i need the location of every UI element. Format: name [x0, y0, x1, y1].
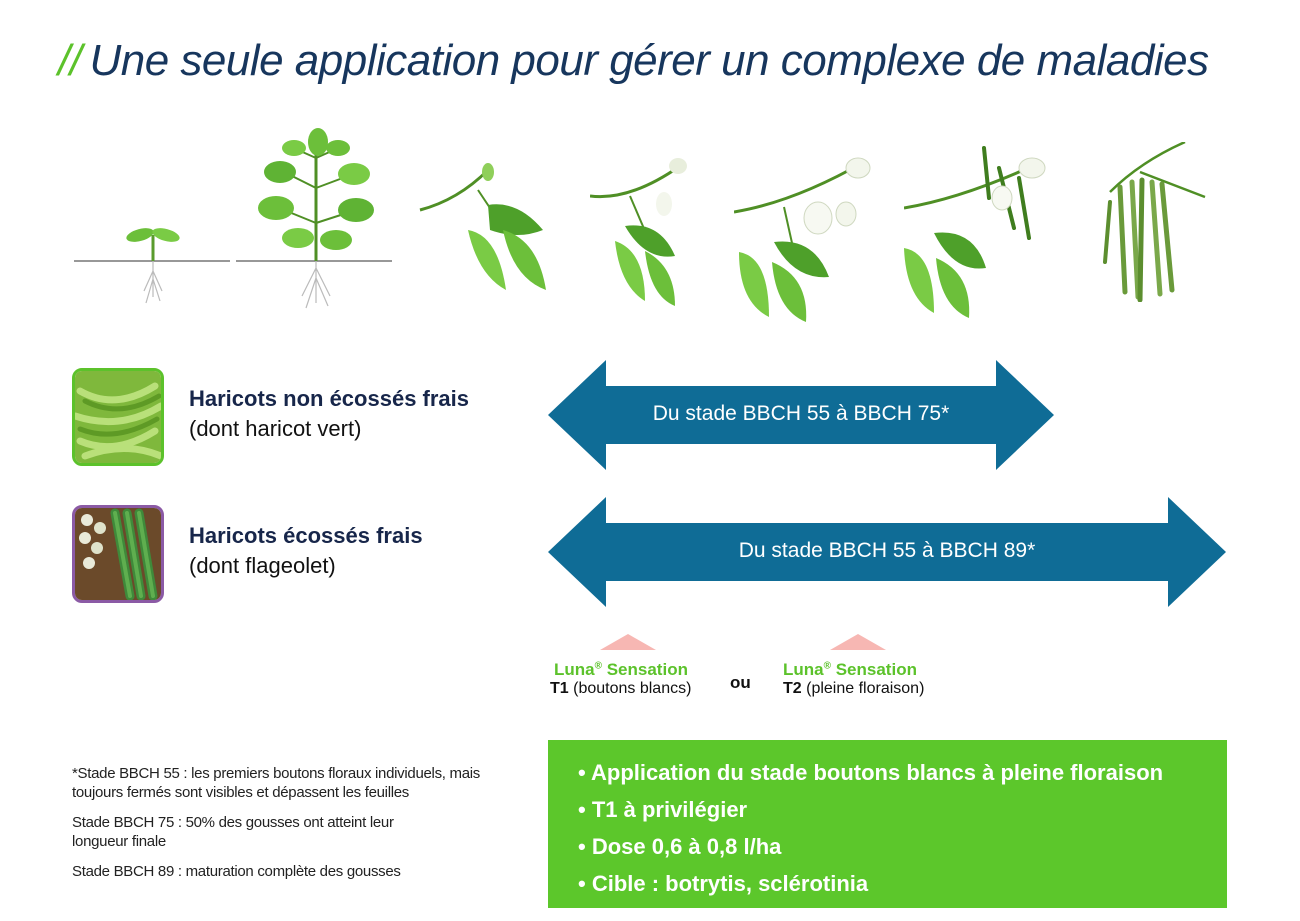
summary-box [548, 740, 1227, 908]
footnotes [72, 764, 512, 892]
t2-marker [830, 634, 886, 650]
footnote: Stade BBCH 75 : 50% des gousses ont atteint leur longueur finale [72, 814, 394, 850]
crop-text [189, 384, 469, 444]
timing-label: T1 [550, 680, 569, 697]
stage-arrow-short [548, 360, 1056, 475]
summary-item: • Application du stade boutons blancs à pleine floraison [578, 754, 1227, 791]
product-name: Luna® Sensation [783, 660, 917, 679]
crop-name: Haricots écossés frais [189, 523, 423, 548]
footnote: Stade BBCH 89 : maturation complète des gousses [72, 863, 401, 880]
crop-row-green-beans [72, 368, 532, 464]
page-title [58, 36, 1209, 86]
flowering-branch-icon [734, 152, 879, 322]
stage-arrow-long [548, 497, 1228, 612]
product-name: Luna® Sensation [554, 660, 688, 679]
young-plant-icon [236, 128, 394, 313]
mature-pods-icon [1090, 142, 1210, 302]
connector-or: ou [730, 673, 751, 692]
t1-marker [600, 634, 656, 650]
summary-item: • T1 à privilégier [578, 791, 1227, 828]
arrow-label: Du stade BBCH 55 à BBCH 89* [738, 539, 1036, 562]
crop-name: Haricots non écossés frais [189, 386, 470, 411]
crop-row-shelled-beans [72, 505, 532, 601]
crop-text [189, 521, 423, 581]
bud-branch-icon [590, 156, 700, 306]
timing-label: T2 [783, 680, 802, 697]
application-t1 [550, 660, 691, 698]
summary-item: • Dose 0,6 à 0,8 l/ha [578, 828, 1227, 865]
green-beans-icon [72, 368, 164, 466]
title-slash: // [58, 36, 82, 85]
leaf-branch-icon [418, 160, 548, 300]
footnote: *Stade BBCH 55 : les premiers boutons floraux individuels, mais toujours fermés sont visibles et dépassent les feuilles [72, 765, 480, 801]
crop-detail: (dont haricot vert) [189, 416, 362, 441]
arrow-label: Du stade BBCH 55 à BBCH 75* [652, 402, 950, 425]
title-text: Une seule application pour gérer un complexe de maladies [89, 36, 1209, 85]
seedling-icon [74, 215, 232, 325]
summary-item: • Cible : botrytis, sclérotinia [578, 865, 1227, 902]
timing-desc: (boutons blancs) [573, 680, 692, 697]
application-t2 [783, 660, 924, 698]
timing-desc: (pleine floraison) [806, 680, 925, 697]
pod-branch-icon [904, 138, 1049, 323]
crop-detail: (dont flageolet) [189, 553, 336, 578]
shelled-beans-icon [72, 505, 164, 603]
